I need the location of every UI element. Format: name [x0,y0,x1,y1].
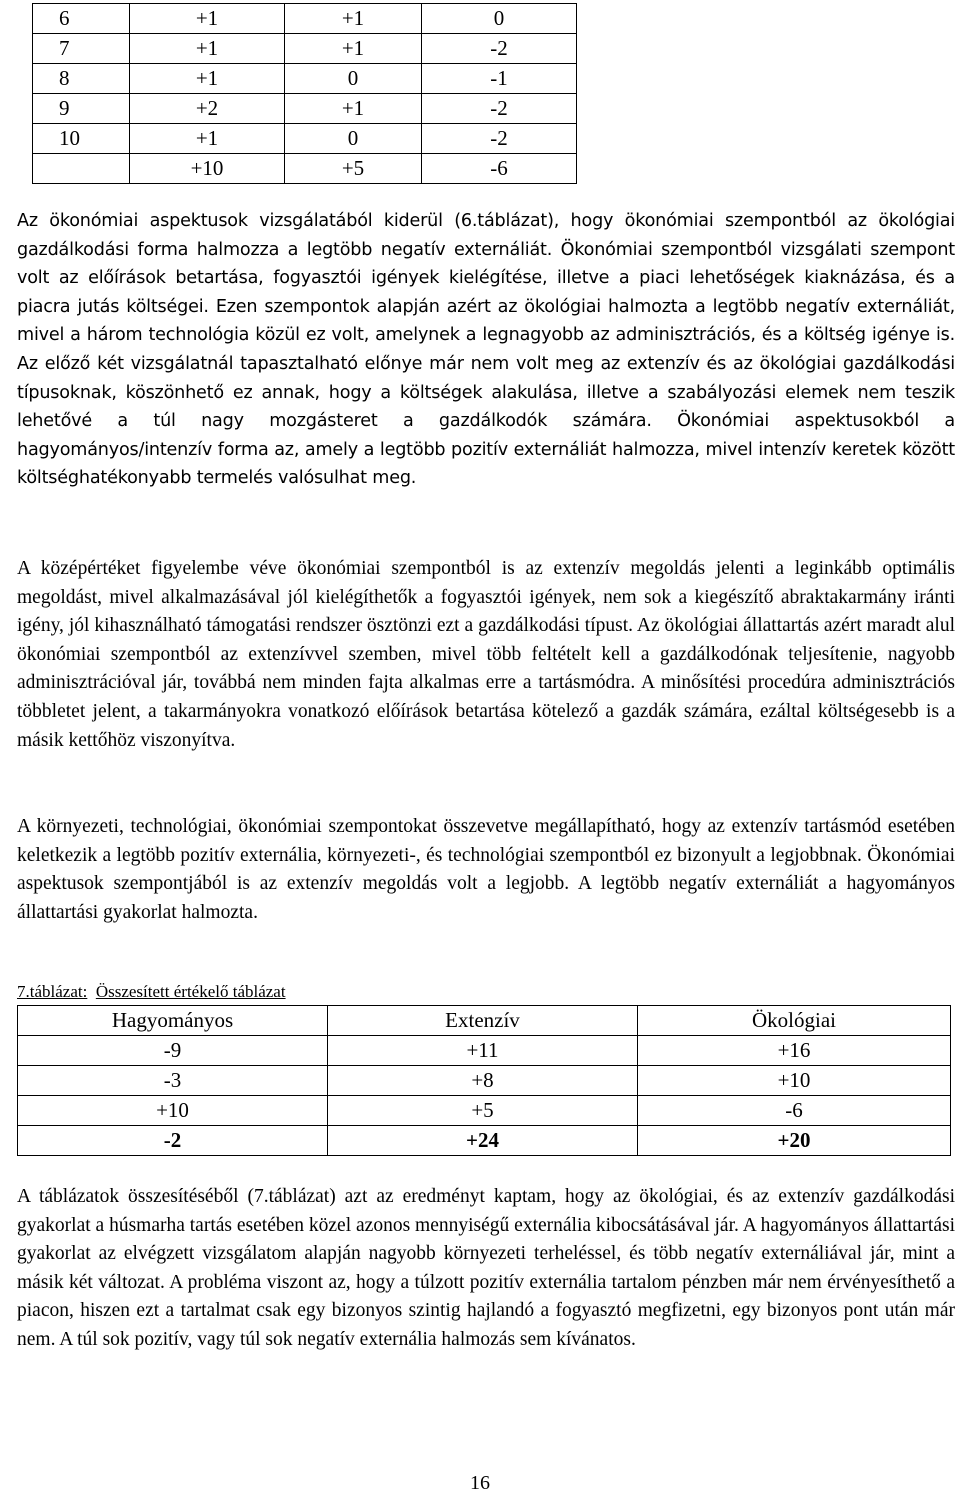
table-7-caption [17,981,286,1003]
table-cell: +1 [285,34,422,64]
table-6-continuation [32,3,577,184]
table-row [33,94,577,124]
table-total-row [18,1126,951,1156]
paragraph-conclusion: A táblázatok összesítéséből (7.táblázat) azt az eredményt kaptam, hogy az ökológiai, és az extenzív gazdálkodási gyakorlat a húsmarha tartás esetében közel azonos mennyiségű externália kibocsátásával jár. A hagyományos állattartási gyakorlat az elvégzett vizsgálatom alapján nagyobb környezeti terheléssel, és több negatív externáliával jár, mint a másik két változat. A probléma viszont az, hogy a túlzott pozitív externália tartalom pénzben már nem érvényesíthető a piacon, hiszen ezt a tartalmat csak egy bizonyos szintig hajlandó a fogyasztó megfizetni, egy bizonyos pont után már nem. A túl sok pozitív, vagy túl sok negatív externália halmozás sem kívánatos. [17,1186,955,1350]
table-cell: +1 [130,124,285,154]
table-cell: +5 [285,154,422,184]
table-cell: -2 [422,94,577,124]
column-header: Extenzív [328,1006,638,1036]
table-cell: +11 [328,1036,638,1066]
table-cell: +20 [638,1126,951,1156]
table-cell [33,154,130,184]
table-cell: 6 [33,4,130,34]
table-cell: 0 [285,64,422,94]
table-row-sum [33,154,577,184]
table-cell: -3 [18,1066,328,1096]
paragraph-average-value: A középértéket figyelembe véve ökonómiai szempontból is az extenzív megoldás jelenti a leginkább optimális megoldást, mivel alkalmazásával jól kielégíthetők a fogyasztói igények, nem sok a kiegészítő abraktakarmány iránti igény, jól kihasználható támogatási rendszer ösztönzi ezt a gazdálkodási típust. Az ökológiai állattartás azért maradt alul ökonómiai szempontból az extenzívvel szemben, mivel több feltételt kell a gazdálkodónak teljesítenie, nagyobb adminisztrációval jár, továbbá nem minden fajta alkalmas erre a tartásmódra. A minősítési procedúra adminisztrációs többletet jelent, a takarmányokra vonatkozó előírások betartása kötelező a gazdák számára, ezáltal költségesebb is a másik kettőhöz viszonyítva. [17,558,955,751]
table-cell: +10 [638,1066,951,1096]
table-cell: +10 [18,1096,328,1126]
table-cell: -6 [638,1096,951,1126]
caption-prefix: 7.táblázat: [17,982,88,1001]
table-cell: +24 [328,1126,638,1156]
paragraph-economic-aspects: Az ökonómiai aspektusok vizsgálatából kiderül (6.táblázat), hogy ökonómiai szempontból az ökológiai gazdálkodási forma halmozza a legtöbb negatív externáliát. Ökonómiai szempontból vizsgálati szempont volt az előírások betartása, fogyasztói igények kielégítése, illetve a piaci lehetőségek kiaknázása, és a piacra jutás költségei. Ezen szempontok alapján azért az ökológiai halmozta a legtöbb negatív externáliát, mivel a három technológia közül ez volt, amelynek a legnagyobb az adminisztrációs, és a költség igénye is. Az előző két vizsgálatnál tapasztalható előnye már nem volt meg az extenzív és az ökológiai gazdálkodási típusoknak, köszönhető ez annak, hogy a költségek alakulása, illetve a szabályozási elemek nem teszik lehetővé a túl nagy mozgásteret a gazdálkodók számára. Ökonómiai aspektusokból a hagyományos/intenzív forma az, amely a legtöbb pozitív externáliát halmozza, mivel intenzív keretek között költséghatékonyabb termelés valósulhat meg. [17,211,955,489]
table-row [33,64,577,94]
table-cell: +16 [638,1036,951,1066]
paragraph-comparison-summary: A környezeti, technológiai, ökonómiai szempontokat összevetve megállapítható, hogy az extenzív tartásmód esetében keletkezik a legtöbb pozitív externália, környezeti-, és technológiai szempontból ez bizonyult a legjobbnak. Ökonómiai aspektusok szempontjából is az extenzív megoldás volt a legjobb. A legtöbb negatív externáliát a hagyományos állattartási gyakorlat halmozta. [17,816,955,923]
table-row [33,4,577,34]
table-cell: +5 [328,1096,638,1126]
table-cell: 0 [422,4,577,34]
table-row [18,1096,951,1126]
table-cell: -6 [422,154,577,184]
table-cell: -2 [422,124,577,154]
table-cell: -2 [18,1126,328,1156]
table-cell: 10 [33,124,130,154]
table-row [33,34,577,64]
table-cell: +2 [130,94,285,124]
page-number: 16 [470,1472,490,1494]
table-cell: +8 [328,1066,638,1096]
table-cell: 7 [33,34,130,64]
table-cell: -2 [422,34,577,64]
column-header: Hagyományos [18,1006,328,1036]
table-row [18,1036,951,1066]
table-cell: +1 [285,4,422,34]
table-header-row [18,1006,951,1036]
table-row [18,1066,951,1096]
table-row [33,124,577,154]
table-cell: 0 [285,124,422,154]
table-cell: 9 [33,94,130,124]
column-header: Ökológiai [638,1006,951,1036]
table-7-summary [17,1005,951,1156]
table-cell: +1 [285,94,422,124]
table-cell: -9 [18,1036,328,1066]
caption-title: Összesített értékelő táblázat [95,982,286,1001]
table-cell: +1 [130,34,285,64]
table-cell: -1 [422,64,577,94]
table-cell: +1 [130,4,285,34]
table-cell: +10 [130,154,285,184]
table-cell: +1 [130,64,285,94]
table-cell: 8 [33,64,130,94]
